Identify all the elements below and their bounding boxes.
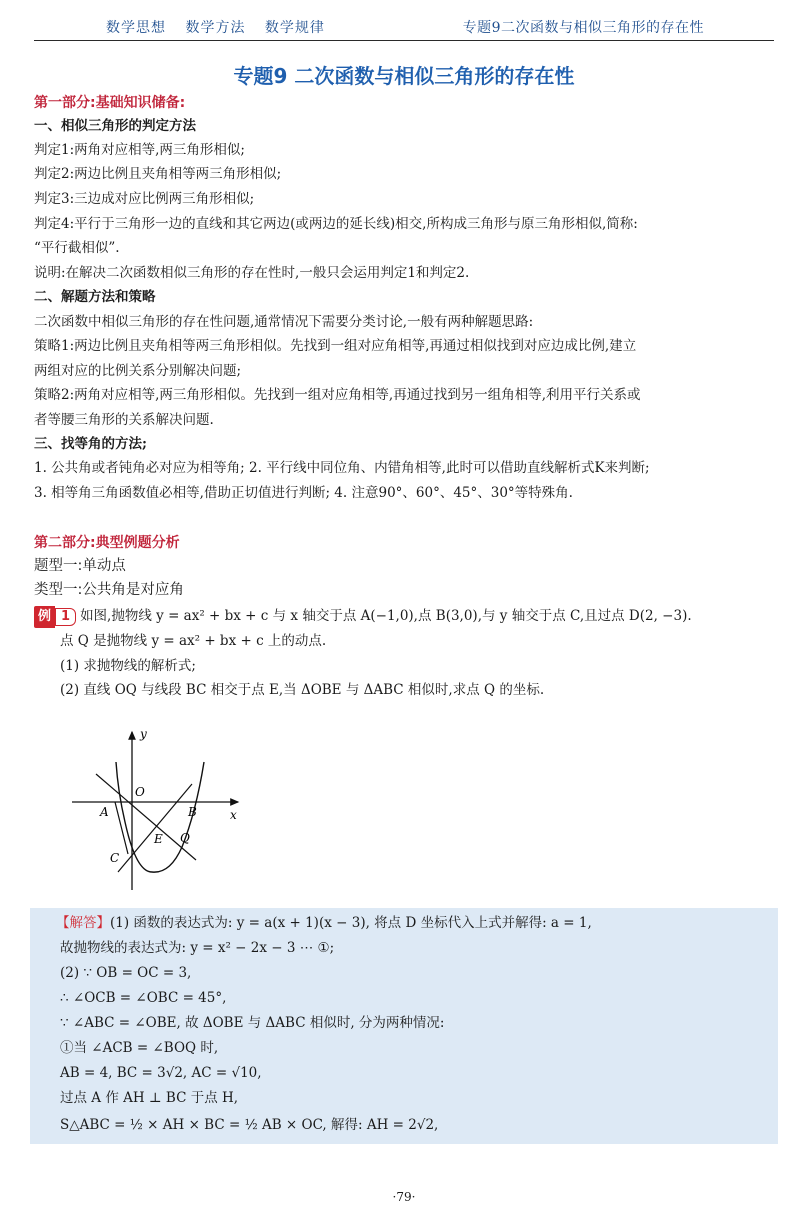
label-x: x: [230, 808, 237, 822]
solution-line: ∴ ∠OCB = ∠OBC = 45°,: [60, 990, 227, 1006]
example-line: 点 Q 是抛物线 y = ax² + bx + c 上的动点.: [60, 633, 327, 649]
example-line: 如图,抛物线 y = ax² + bx + c 与 x 轴交于点 A(−1,0),点 B(3,0),与 y 轴交于点 C,且过点 D(2, −3).: [80, 608, 692, 624]
example-badge: 例: [34, 606, 55, 628]
solution-line: ∵ ∠ABC = ∠OBE, 故 ΔOBE 与 ΔABC 相似时, 分为两种情况:: [60, 1015, 445, 1031]
label-b: B: [188, 805, 197, 819]
strategy-line: 二次函数中相似三角形的存在性问题,通常情况下需要分类讨论,一般有两种解题思路:: [34, 314, 534, 330]
label-y: y: [140, 727, 147, 741]
header-right-text: 专题9二次函数与相似三角形的存在性: [462, 20, 704, 36]
strategy-line: 策略1:两边比例且夹角相等两三角形相似。先找到一组对应角相等,再通过相似找到对应边成比例,建立: [34, 338, 637, 354]
page-title: 专题9 二次函数与相似三角形的存在性: [233, 64, 575, 88]
solution-line: 过点 A 作 AH ⊥ BC 于点 H,: [60, 1090, 239, 1106]
solution-line-1: [56, 912, 806, 934]
line-oq: [96, 774, 196, 860]
solution-box: [30, 908, 778, 1144]
rule-line: “平行截相似”.: [34, 240, 120, 256]
label-e: E: [154, 832, 163, 846]
section1-title: 一、相似三角形的判定方法: [34, 118, 196, 134]
example-number: 1: [55, 608, 76, 626]
solution-line: ①当 ∠ACB = ∠BOQ 时,: [60, 1040, 219, 1056]
solution-line: AB = 4, BC = 3√2, AC = √10,: [60, 1065, 262, 1081]
solution-tag: 【解答】: [56, 915, 110, 931]
rule-line: 判定3:三边成对应比例两三角形相似;: [34, 191, 255, 207]
solution-line: 故抛物线的表达式为: y = x² − 2x − 3 ⋯ ①;: [60, 940, 335, 956]
example-statement: [34, 605, 784, 628]
note-line: 说明:在解决二次函数相似三角形的存在性时,一般只会运用判定1和判定2.: [34, 265, 470, 281]
type-title: 题型一:单动点: [34, 558, 126, 574]
rule-line: 判定2:两边比例且夹角相等两三角形相似;: [34, 166, 282, 182]
solution-line: (2) ∵ OB = OC = 3,: [60, 965, 192, 981]
label-q: Q: [180, 831, 190, 845]
line-bc: [118, 784, 192, 872]
label-a: A: [100, 805, 109, 819]
section2-title: 二、解题方法和策略: [34, 289, 156, 305]
parabola-figure: [60, 722, 260, 897]
page-header: [34, 8, 774, 41]
label-o: O: [135, 785, 145, 799]
rule-line: 判定4:平行于三角形一边的直线和其它两边(或两边的延长线)相交,所构成三角形与原三角形相似,简称:: [34, 216, 638, 232]
header-left-text: 数学思想 数学方法 数学规律: [106, 20, 325, 36]
kind-title: 类型一:公共角是对应角: [34, 582, 184, 598]
label-c: C: [110, 851, 120, 865]
strategy-line: 者等腰三角形的关系解决问题.: [34, 412, 214, 428]
example-question: (1) 求抛物线的解析式;: [60, 658, 196, 674]
example-question: (2) 直线 OQ 与线段 BC 相交于点 E,当 ΔOBE 与 ΔABC 相似时,求点 Q 的坐标.: [60, 682, 545, 698]
strategy-line: 策略2:两角对应相等,两三角形相似。先找到一组对应角相等,再通过找到另一组角相等,利用平行关系或: [34, 387, 641, 403]
page-number: ·79·: [392, 1190, 416, 1204]
strategy-line: 两组对应的比例关系分别解决问题;: [34, 363, 242, 379]
solution-line: S△ABC = ½ × AH × BC = ½ AB × OC, 解得: AH = 2√2,: [60, 1117, 439, 1133]
method-line: 1. 公共角或者钝角必对应为相等角; 2. 平行线中同位角、内错角相等,此时可以借助直线解析式K来判断;: [34, 460, 650, 476]
part1-heading: 第一部分:基础知识储备:: [34, 95, 186, 111]
solution-text: (1) 函数的表达式为: y = a(x + 1)(x − 3), 将点 D 坐标代入上式并解得: a = 1,: [110, 915, 592, 931]
rule-line: 判定1:两角对应相等,两三角形相似;: [34, 142, 245, 158]
part2-heading: 第二部分:典型例题分析: [34, 535, 180, 551]
method-line: 3. 相等角三角函数值必相等,借助正切值进行判断; 4. 注意90°、60°、45°、30°等特殊角.: [34, 485, 573, 501]
section3-title: 三、找等角的方法;: [34, 436, 147, 452]
